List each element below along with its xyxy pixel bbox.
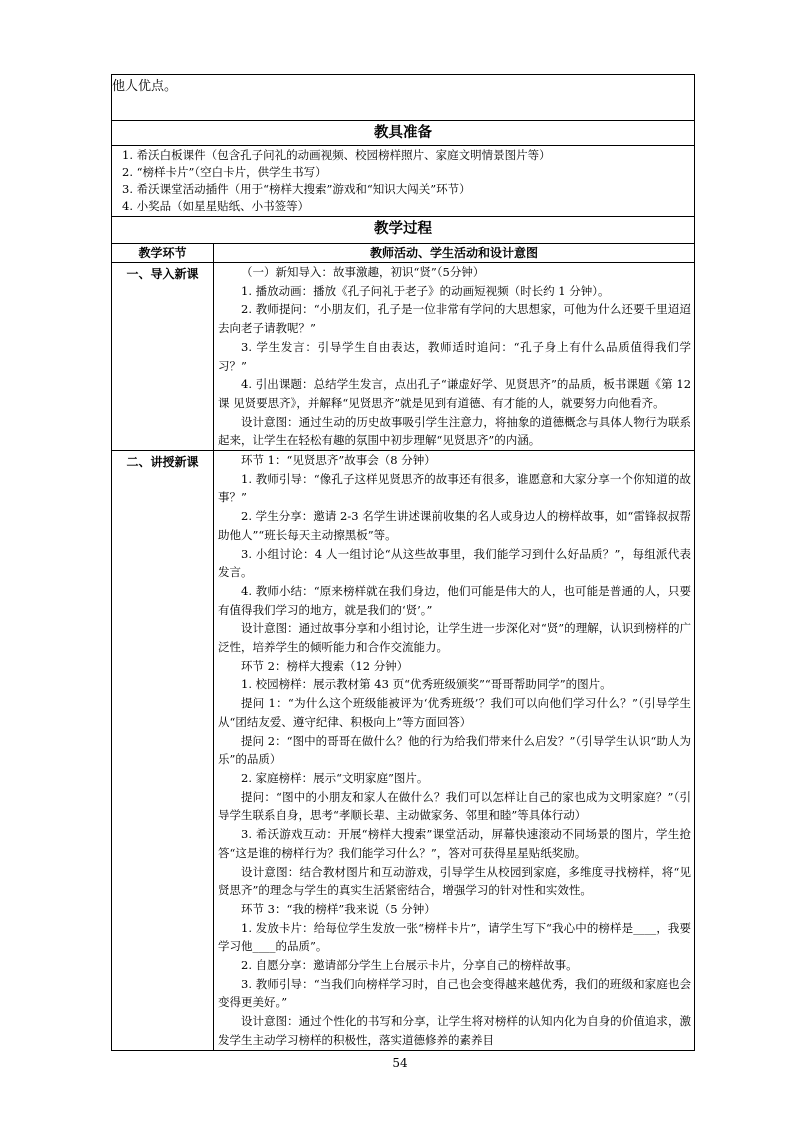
paragraph: 环节 2：榜样大搜索（12 分钟） (241, 658, 409, 673)
paragraph: 1. 教师引导：“像孔子这样见贤思齐的故事还有很多，谁愿意和大家分享一个你知道的故事？” (218, 471, 692, 505)
stage-content (214, 451, 695, 1051)
process-heading: 教学过程 (112, 217, 695, 244)
stage-name: 二、讲授新课 (112, 451, 214, 1051)
paragraph: 3. 学生发言：引导学生自由表达，教师适时追问：“孔子身上有什么品质值得我们学习？” (218, 339, 692, 373)
paragraph: 2. 家庭榜样：展示“文明家庭”图片。 (241, 770, 429, 785)
paragraph: 2. 教师提问：“小朋友们，孔子是一位非常有学问的大思想家，可他为什么还要千里迢迢去向老子请教呢？” (218, 302, 692, 336)
paragraph: 环节 3：“我的榜样”我来说（5 分钟） (241, 901, 436, 916)
tools-heading: 教具准备 (112, 121, 695, 146)
paragraph: 设计意图：通过个性化的书写和分享，让学生将对榜样的认知内化为自身的价值追求，激发学生主动学习榜样的积极性，落实道德修养的素养目 (218, 1014, 692, 1047)
paragraph: 4. 引出课题：总结学生发言，点出孔子“谦虚好学、见贤思齐”的品质，板书课题《第 12 课 见贤要思齐》，并解释“见贤思齐”就是见到有道德、有才能的人，就要努力向他看齐。 (218, 377, 692, 410)
paragraph: 1. 发放卡片：给每位学生发放一张“榜样卡片”，请学生写下“我心中的榜样是____，我要学习他____的品质”。 (218, 920, 692, 954)
paragraph: 设计意图：通过故事分享和小组讨论，让学生进一步深化对“贤”的理解，认识到榜样的广泛性，培养学生的倾听能力和合作交流能力。 (218, 621, 692, 655)
lesson-plan-table (111, 74, 695, 1051)
stage-name: 一、导入新课 (112, 263, 214, 451)
stage-content (214, 263, 695, 451)
tools-list (112, 146, 695, 217)
tools-item: 1. 希沃白板课件（包含孔子问礼的动画视频、校园榜样照片、家庭文明情景图片等） (122, 148, 551, 162)
paragraph: 2. 学生分享：邀请 2-3 名学生讲述课前收集的名人或身边人的榜样故事，如“雷锋叔叔帮助他人”“班长每天主动擦黑板”等。 (218, 509, 692, 542)
tools-item: 2. “榜样卡片”（空白卡片，供学生书写） (122, 165, 327, 179)
paragraph: 提问 2：“图中的哥哥在做什么？他的行为给我们带来什么启发？”（引导学生认识“助人为乐”的品质） (218, 733, 692, 767)
paragraph: 2. 自愿分享：邀请部分学生上台展示卡片，分享自己的榜样故事。 (241, 958, 578, 973)
paragraph: 3. 希沃游戏互动：开展“榜样大搜索”课堂活动，屏幕快速滚动不同场景的图片，学生抢答“这是谁的榜样行为？我们能学习什么？”，答对可获得星星贴纸奖励。 (218, 827, 692, 860)
stage-row-teaching (112, 451, 695, 1051)
process-heading-row (112, 217, 695, 244)
tools-item: 4. 小奖品（如星星贴纸、小书签等） (122, 199, 310, 213)
paragraph: 提问 1：“为什么这个班级能被评为‘优秀班级’？我们可以向他们学习什么？”（引导学生从“团结友爱、遵守纪律、积极向上”等方面回答） (218, 696, 692, 729)
tools-list-row (112, 146, 695, 217)
paragraph: 3. 小组讨论：4 人一组讨论“从这些故事里，我们能学习到什么好品质？”，每组派代表发言。 (218, 546, 692, 580)
stage-row-intro (112, 263, 695, 451)
previous-row (112, 75, 695, 121)
paragraph: 1. 播放动画：播放《孔子问礼于老子》的动画短视频（时长约 1 分钟）。 (241, 283, 610, 298)
paragraph: 1. 校园榜样：展示教材第 43 页“优秀班级颁奖”“哥哥帮助同学”的图片。 (241, 677, 612, 692)
paragraph: 3. 教师引导：“当我们向榜样学习时，自己也会变得越来越优秀，我们的班级和家庭也会变得更美好。” (218, 976, 692, 1010)
paragraph: 环节 1：“见贤思齐”故事会（8 分钟） (241, 453, 436, 468)
paragraph: 设计意图：通过生动的历史故事吸引学生注意力，将抽象的道德概念与具体人物行为联系起来，让学生在轻松有趣的氛围中初步理解“见贤思齐”的内涵。 (218, 414, 692, 448)
tools-heading-row (112, 121, 695, 146)
column-header-activities: 教师活动、学生活动和设计意图 (214, 244, 695, 263)
column-header-row (112, 244, 695, 263)
paragraph: 4. 教师小结：“原来榜样就在我们身边，他们可能是伟大的人，也可能是普通的人，只要有值得我们学习的地方，就是我们的‘贤’。” (218, 583, 692, 617)
column-header-stage: 教学环节 (112, 244, 214, 263)
paragraph: 提问：“图中的小朋友和家人在做什么？我们可以怎样让自己的家也成为文明家庭？”（引导学生联系自身，思考“孝顺长辈、主动做家务、邻里和睦”等具体行动） (218, 789, 692, 823)
previous-row-text: 他人优点。 (112, 75, 695, 121)
paragraph: （一）新知导入：故事激趣，初识“贤”（5分钟） (241, 265, 485, 279)
paragraph: 设计意图：结合教材图片和互动游戏，引导学生从校园到家庭，多维度寻找榜样，将“见贤思齐”的理念与学生的真实生活紧密结合，增强学习的针对性和实效性。 (218, 864, 692, 898)
tools-item: 3. 希沃课堂活动插件（用于“榜样大搜索”游戏和“知识大闯关”环节） (122, 182, 471, 196)
page-number: 54 (392, 1056, 408, 1070)
